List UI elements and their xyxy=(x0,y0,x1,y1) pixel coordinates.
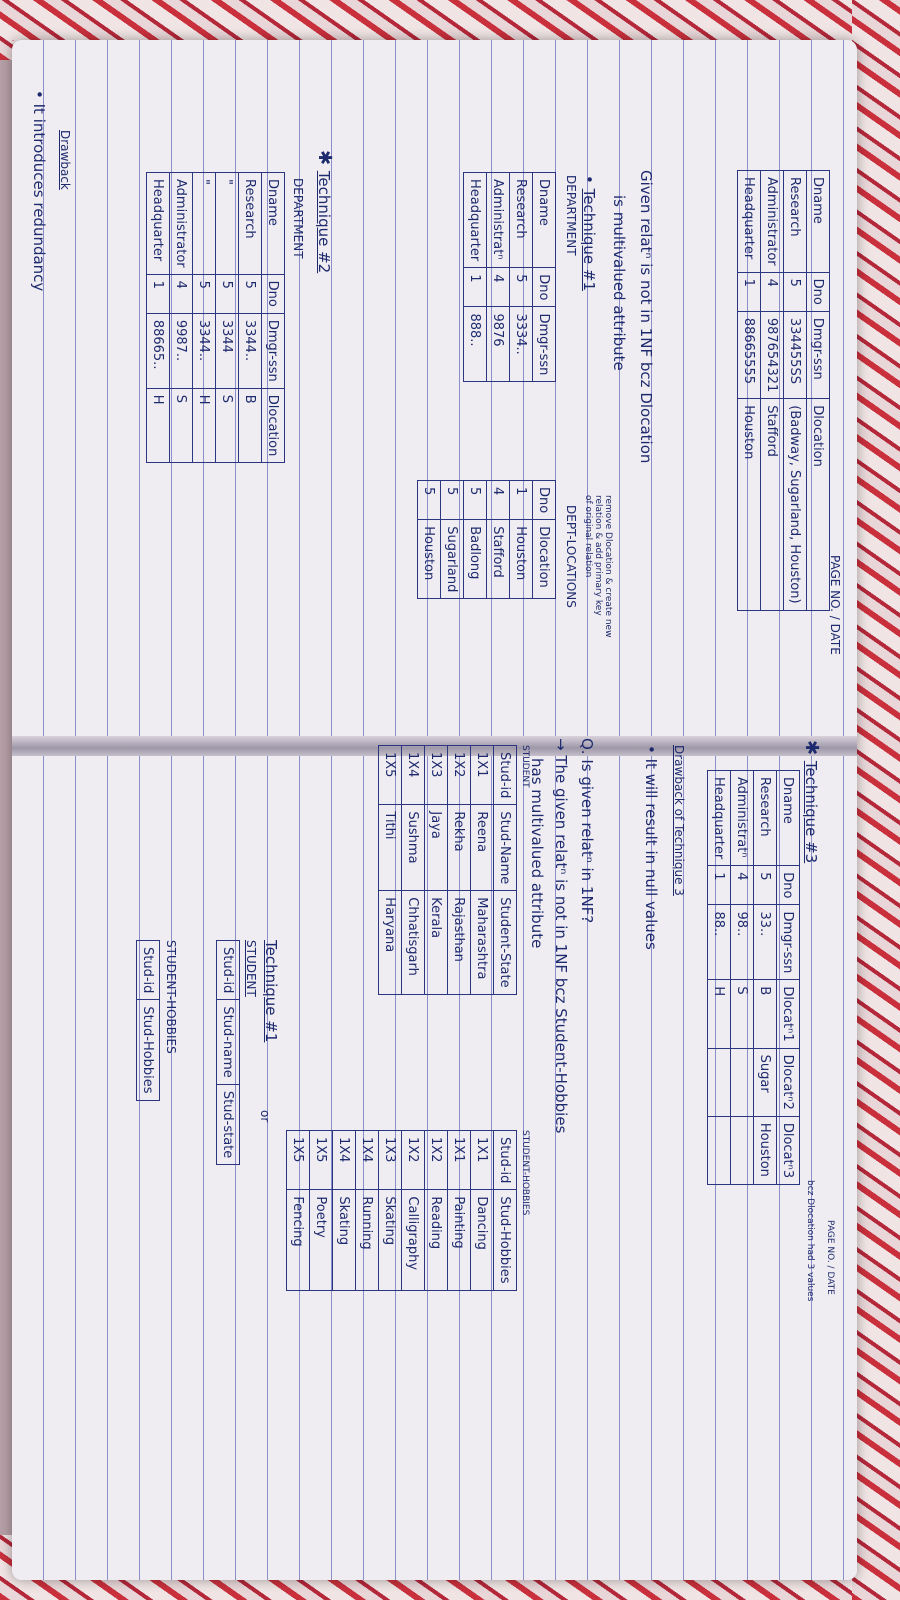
table-cell: 4 xyxy=(170,274,193,313)
table-header: Stud-Hobbies xyxy=(137,1000,160,1100)
page-no-label-left: PAGE NO. / DATE xyxy=(828,555,842,655)
table-cell: Chhatisgarh xyxy=(402,891,425,994)
table-cell: Stafford xyxy=(487,520,510,599)
table-cell: 1X3 xyxy=(425,746,448,805)
table-cell: Houston xyxy=(510,520,533,599)
technique-1-note-3: of original relation xyxy=(583,495,593,578)
table-cell: 4 xyxy=(487,268,510,307)
table-row xyxy=(216,173,239,463)
table-row xyxy=(402,746,425,995)
student-hobbies-label: STUDENT-HOBBIES xyxy=(520,1130,530,1216)
table-row xyxy=(487,173,510,382)
table-row xyxy=(448,1131,471,1291)
department-table xyxy=(463,172,556,382)
table-cell: 1X4 xyxy=(333,1131,356,1190)
table-cell: 1 xyxy=(464,268,487,307)
table-row xyxy=(379,1131,402,1291)
table-cell: H xyxy=(193,388,216,463)
table-header: Dname xyxy=(533,173,556,268)
table-header: Stud-Name xyxy=(494,805,517,891)
table-cell: 4 xyxy=(731,866,754,905)
table-header: Dmgr-ssn xyxy=(777,905,800,980)
table-cell: 1X2 xyxy=(425,1131,448,1190)
table-cell: 1X4 xyxy=(402,746,425,805)
table-cell: 1X2 xyxy=(402,1131,425,1190)
table-cell: 88665.. xyxy=(147,313,170,388)
table-cell: 888.. xyxy=(464,307,487,382)
table-cell: 3344.. xyxy=(193,313,216,388)
table-cell: Dancing xyxy=(471,1190,494,1290)
question-text: Q. Is given relatⁿ in 1NF? xyxy=(578,738,596,924)
table-row xyxy=(333,1131,356,1291)
table-cell: Tithi xyxy=(379,805,402,891)
table-cell: B xyxy=(754,980,777,1048)
table-cell: 4 xyxy=(487,481,510,520)
table-row xyxy=(425,1131,448,1291)
table-cell: Kerala xyxy=(425,891,448,994)
department-label-2: DEPARTMENT xyxy=(291,178,305,259)
table-cell: Rajasthan xyxy=(448,891,471,994)
table-cell: Research xyxy=(784,171,807,273)
table-cell: Fencing xyxy=(287,1190,310,1290)
table-header: Stud-state xyxy=(217,1084,240,1164)
student-hobbies-label-2: STUDENT-HOBBIES xyxy=(164,940,178,1054)
table-cell: " xyxy=(193,173,216,275)
student-hobbies-table-2 xyxy=(136,940,160,1101)
table-cell: 1X5 xyxy=(287,1131,310,1190)
technique-3-note: bcz Dlocation had 3 values xyxy=(805,1180,815,1302)
table-cell: 88665555 xyxy=(738,311,761,398)
technique-2-table xyxy=(146,172,285,463)
table-header-row xyxy=(777,771,800,1185)
table-row xyxy=(310,1131,333,1291)
drawback-text: • It introduces redundancy xyxy=(30,90,48,292)
table-row xyxy=(448,746,471,995)
technique-3-title: ✱ Technique #3 xyxy=(801,740,822,864)
table-row xyxy=(418,481,441,599)
table-row xyxy=(708,771,731,1185)
table-row xyxy=(761,171,784,611)
answer-line-1: → The given relatⁿ is not in 1NF bcz Student-Hobbies xyxy=(552,738,570,1134)
table-cell: 5 xyxy=(510,268,533,307)
student-label: STUDENT xyxy=(520,745,530,788)
table-cell: Administratⁿ xyxy=(487,173,510,268)
table-row xyxy=(738,171,761,611)
table-cell: Headquarter xyxy=(464,173,487,268)
technique-1b-title: Technique #1 xyxy=(262,940,280,1043)
table-cell: Sushma xyxy=(402,805,425,891)
table-cell: 3344.. xyxy=(239,313,262,388)
table-row xyxy=(170,173,193,463)
table-header: Dname xyxy=(777,771,800,866)
table-cell: 3334.. xyxy=(510,307,533,382)
table-cell: S xyxy=(216,388,239,463)
table-row xyxy=(464,481,487,599)
table-row xyxy=(356,1131,379,1291)
technique-2-title: ✱ Technique #2 xyxy=(314,150,335,274)
table-header: Dname xyxy=(262,173,285,275)
table-cell: H xyxy=(708,980,731,1048)
table-cell: 1X5 xyxy=(310,1131,333,1190)
table-cell: H xyxy=(147,388,170,463)
table-header: Dno xyxy=(533,268,556,307)
table-cell: Houston xyxy=(738,399,761,610)
table-row xyxy=(754,771,777,1185)
table-cell xyxy=(708,1116,731,1184)
table-cell: Badlong xyxy=(464,520,487,599)
table-cell: Sugar xyxy=(754,1048,777,1116)
table-header: Dno xyxy=(807,272,830,311)
table-cell: " xyxy=(216,173,239,275)
table-cell: 1 xyxy=(708,866,731,905)
table-header: Dno xyxy=(262,274,285,313)
table-cell: S xyxy=(731,980,754,1048)
left-page xyxy=(12,40,857,740)
table-cell: Research xyxy=(239,173,262,275)
student-hobbies-table xyxy=(286,1130,517,1291)
table-cell: Calligraphy xyxy=(402,1190,425,1290)
dept-locations-table xyxy=(417,480,556,599)
student-table-2 xyxy=(216,940,240,1165)
table-cell: 33.. xyxy=(754,905,777,980)
table-cell: Administrator xyxy=(170,173,193,275)
star-icon: ✱ xyxy=(801,740,822,761)
table-header: Stud-id xyxy=(494,746,517,805)
table-header: Stud-id xyxy=(217,941,240,1000)
table-cell: S xyxy=(170,388,193,463)
table-header: Dmgr-ssn xyxy=(262,313,285,388)
technique-1-note-2: relation & add primary key xyxy=(593,495,603,616)
table-cell: Running xyxy=(356,1190,379,1290)
department-label: DEPARTMENT xyxy=(564,175,578,256)
table-row xyxy=(510,173,533,382)
table-header: Dno xyxy=(533,481,556,520)
table-cell xyxy=(708,1048,731,1116)
drawback-3-label: Drawback of Technique 3 xyxy=(672,745,686,896)
table-cell: Maharashtra xyxy=(471,891,494,994)
table-row xyxy=(425,746,448,995)
table-cell: 5 xyxy=(239,274,262,313)
table-cell: 1 xyxy=(738,272,761,311)
table-cell: Headquarter xyxy=(147,173,170,275)
table-cell: B xyxy=(239,388,262,463)
dept-locations-label: DEPT-LOCATIONS xyxy=(564,505,578,608)
table-row xyxy=(379,746,402,995)
table-row xyxy=(193,173,216,463)
table-row xyxy=(464,173,487,382)
table-cell: 1X1 xyxy=(471,746,494,805)
table-cell: Reena xyxy=(471,805,494,891)
table-cell: 987654321 xyxy=(761,311,784,398)
table-cell: 88.. xyxy=(708,905,731,980)
table-cell: 5 xyxy=(193,274,216,313)
table-header: Stud-id xyxy=(137,941,160,1000)
table-cell: 5 xyxy=(754,866,777,905)
table-cell: 9987.. xyxy=(170,313,193,388)
bullet-icon: • xyxy=(30,90,48,104)
table-row xyxy=(441,481,464,599)
table-row xyxy=(731,771,754,1185)
table-cell: 5 xyxy=(784,272,807,311)
table-cell: 1X1 xyxy=(448,1131,471,1190)
table-header: Dlocation xyxy=(807,399,830,610)
table-row xyxy=(471,746,494,995)
star-icon: ✱ xyxy=(314,150,335,171)
table-cell: 5 xyxy=(464,481,487,520)
bullet-icon: • xyxy=(642,745,660,759)
student-table xyxy=(378,745,517,995)
table-cell: Administratⁿ xyxy=(731,771,754,866)
table-cell: 5 xyxy=(216,274,239,313)
table-header: Stud-name xyxy=(217,1000,240,1084)
technique-1-note-1: remove Dlocation & create new xyxy=(603,495,613,638)
table-cell: 1X5 xyxy=(379,746,402,805)
table-row xyxy=(402,1131,425,1291)
table-cell: 98.. xyxy=(731,905,754,980)
drawback-3-text: • It will result in null values xyxy=(642,745,660,950)
table-header-row xyxy=(137,941,160,1101)
or-label: or xyxy=(258,1110,272,1123)
table-header: Stud-id xyxy=(494,1131,517,1190)
table-cell: 1X2 xyxy=(448,746,471,805)
table-header: Dmgr-ssn xyxy=(533,307,556,382)
table-cell: Sugarland xyxy=(441,520,464,599)
student-label-2: STUDENT xyxy=(244,940,258,997)
table-cell: Reading xyxy=(425,1190,448,1290)
table-cell: 334455SS xyxy=(784,311,807,398)
table-header-row xyxy=(494,746,517,995)
table-cell: Administrator xyxy=(761,171,784,273)
table-cell: 1 xyxy=(147,274,170,313)
table-cell: Research xyxy=(510,173,533,268)
table-header: Dname xyxy=(807,171,830,273)
technique-3-table xyxy=(707,770,800,1185)
table-row xyxy=(239,173,262,463)
table-cell: Skating xyxy=(379,1190,402,1290)
table-header: Dmgr-ssn xyxy=(807,311,830,398)
table-header: Dlocation xyxy=(533,520,556,599)
table-cell: 3344 xyxy=(216,313,239,388)
table-cell: Houston xyxy=(754,1116,777,1184)
original-relation-table xyxy=(737,170,830,611)
table-cell: 9876 xyxy=(487,307,510,382)
table-cell: Rekha xyxy=(448,805,471,891)
drawback-label: Drawback xyxy=(58,130,72,190)
bullet-icon: • xyxy=(580,175,598,189)
table-header-row xyxy=(533,173,556,382)
table-cell: Headquarter xyxy=(738,171,761,273)
table-cell: 1X3 xyxy=(379,1131,402,1190)
table-cell: 4 xyxy=(761,272,784,311)
tablecloth-right xyxy=(852,0,900,1600)
table-header: Student-State xyxy=(494,891,517,994)
table-row xyxy=(471,1131,494,1291)
table-cell: 1 xyxy=(510,481,533,520)
table-cell: 5 xyxy=(418,481,441,520)
table-header: Dlocation xyxy=(262,388,285,463)
table-cell: Painting xyxy=(448,1190,471,1290)
table-cell: Stafford xyxy=(761,399,784,610)
answer-line-2: has multivalued attribute xyxy=(528,758,546,949)
table-header: Dno xyxy=(777,866,800,905)
table-cell: Headquarter xyxy=(708,771,731,866)
table-cell: Poetry xyxy=(310,1190,333,1290)
table-header-row xyxy=(494,1131,517,1291)
table-row xyxy=(487,481,510,599)
technique-1-title: • Technique #1 xyxy=(580,175,598,292)
table-row xyxy=(287,1131,310,1291)
table-header-row xyxy=(262,173,285,463)
table-header-row xyxy=(533,481,556,599)
table-header-row xyxy=(807,171,830,611)
table-cell: (Badway, Sugarland, Houston) xyxy=(784,399,807,610)
table-row xyxy=(784,171,807,611)
table-header: Dlocatⁿ2 xyxy=(777,1048,800,1116)
table-cell: Haryana xyxy=(379,891,402,994)
table-cell: 5 xyxy=(441,481,464,520)
table-header-row xyxy=(217,941,240,1165)
table-cell: 1X4 xyxy=(356,1131,379,1190)
statement-line-1: Given relatⁿ is not in 1NF bcz Dlocation xyxy=(637,170,655,464)
table-cell: Skating xyxy=(333,1190,356,1290)
table-cell xyxy=(731,1048,754,1116)
table-row xyxy=(147,173,170,463)
page-no-label-right: PAGE NO. / DATE xyxy=(825,1220,835,1295)
table-cell xyxy=(731,1116,754,1184)
table-cell: 1X1 xyxy=(471,1131,494,1190)
table-header: Stud-Hobbies xyxy=(494,1190,517,1290)
table-cell: Research xyxy=(754,771,777,866)
table-header: Dlocatⁿ3 xyxy=(777,1116,800,1184)
table-cell: Jaya xyxy=(425,805,448,891)
table-header: Dlocatⁿ1 xyxy=(777,980,800,1048)
table-row xyxy=(510,481,533,599)
table-cell: Houston xyxy=(418,520,441,599)
statement-line-2: is multivalued attribute xyxy=(610,195,628,371)
